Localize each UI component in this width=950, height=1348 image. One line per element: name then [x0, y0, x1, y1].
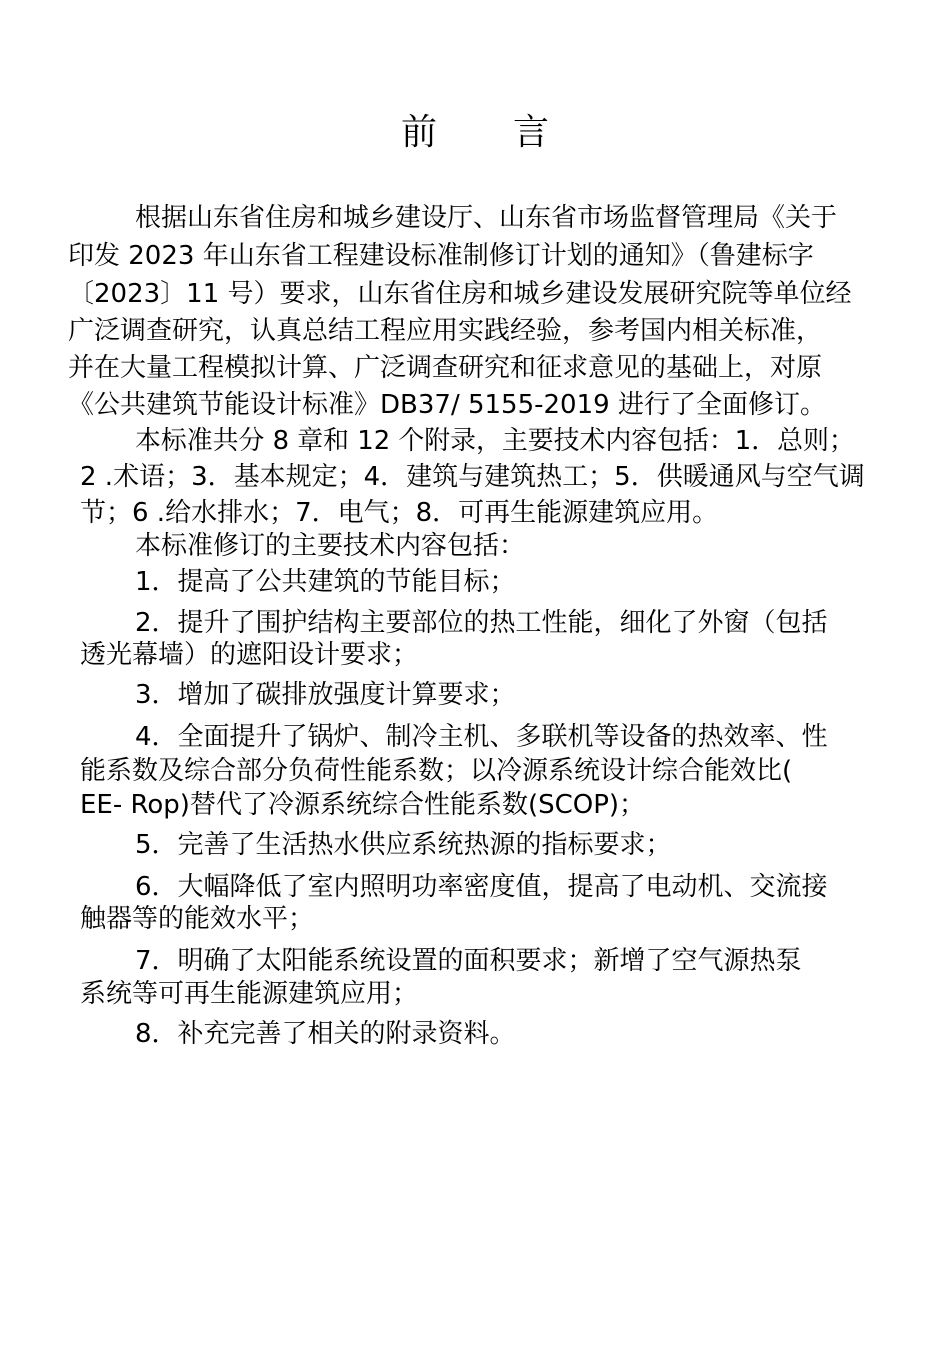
list-item: 3．增加了碳排放强度计算要求； — [135, 680, 516, 710]
list-item: EE- Rop)替代了冷源系统综合性能系数(SCOP)； — [80, 790, 646, 820]
list-item: 5．完善了生活热水供应系统热源的指标要求； — [135, 830, 672, 860]
paragraph-line: 〔2023〕11 号）要求，山东省住房和城乡建设发展研究院等单位经 — [68, 279, 852, 309]
page-title: 前言 — [400, 112, 625, 153]
paragraph-line: 根据山东省住房和城乡建设厅、山东省市场监督管理局《关于 — [135, 203, 838, 233]
list-item: 1．提高了公共建筑的节能目标； — [135, 567, 516, 597]
list-item: 能系数及综合部分负荷性能系数；以冷源系统设计综合能效比( — [80, 756, 793, 786]
paragraph-line: 印发 2023 年山东省工程建设标准制修订计划的通知》（鲁建标字 — [68, 241, 814, 271]
list-item: 7．明确了太阳能系统设置的面积要求；新增了空气源热泵 — [135, 946, 802, 976]
paragraph-line: 节；6 .给水排水；7．电气；8．可再生能源建筑应用。 — [80, 498, 719, 528]
list-item: 8．补充完善了相关的附录资料。 — [135, 1019, 516, 1049]
list-item: 4．全面提升了锅炉、制冷主机、多联机等设备的热效率、性 — [135, 722, 828, 752]
list-item: 6．大幅降低了室内照明功率密度值，提高了电动机、交流接 — [135, 872, 828, 902]
paragraph-line: 本标准共分 8 章和 12 个附录，主要技术内容包括：1．总则； — [135, 426, 855, 456]
paragraph-line: 《公共建筑节能设计标准》DB37/ 5155-2019 进行了全面修订。 — [68, 390, 826, 420]
list-item: 2．提升了围护结构主要部位的热工性能，细化了外窗（包括 — [135, 608, 828, 638]
paragraph-line: 广泛调查研究，认真总结工程应用实践经验，参考国内相关标准， — [68, 316, 823, 346]
paragraph-line: 并在大量工程模拟计算、广泛调查研究和征求意见的基础上，对原 — [68, 353, 823, 383]
paragraph-line: 2 .术语；3．基本规定；4．建筑与建筑热工；5．供暖通风与空气调 — [80, 462, 865, 492]
paragraph-line: 本标准修订的主要技术内容包括： — [135, 531, 526, 561]
list-item: 透光幕墙）的遮阳设计要求； — [80, 640, 419, 670]
list-item: 系统等可再生能源建筑应用； — [80, 979, 419, 1009]
list-item: 触器等的能效水平； — [80, 904, 315, 934]
